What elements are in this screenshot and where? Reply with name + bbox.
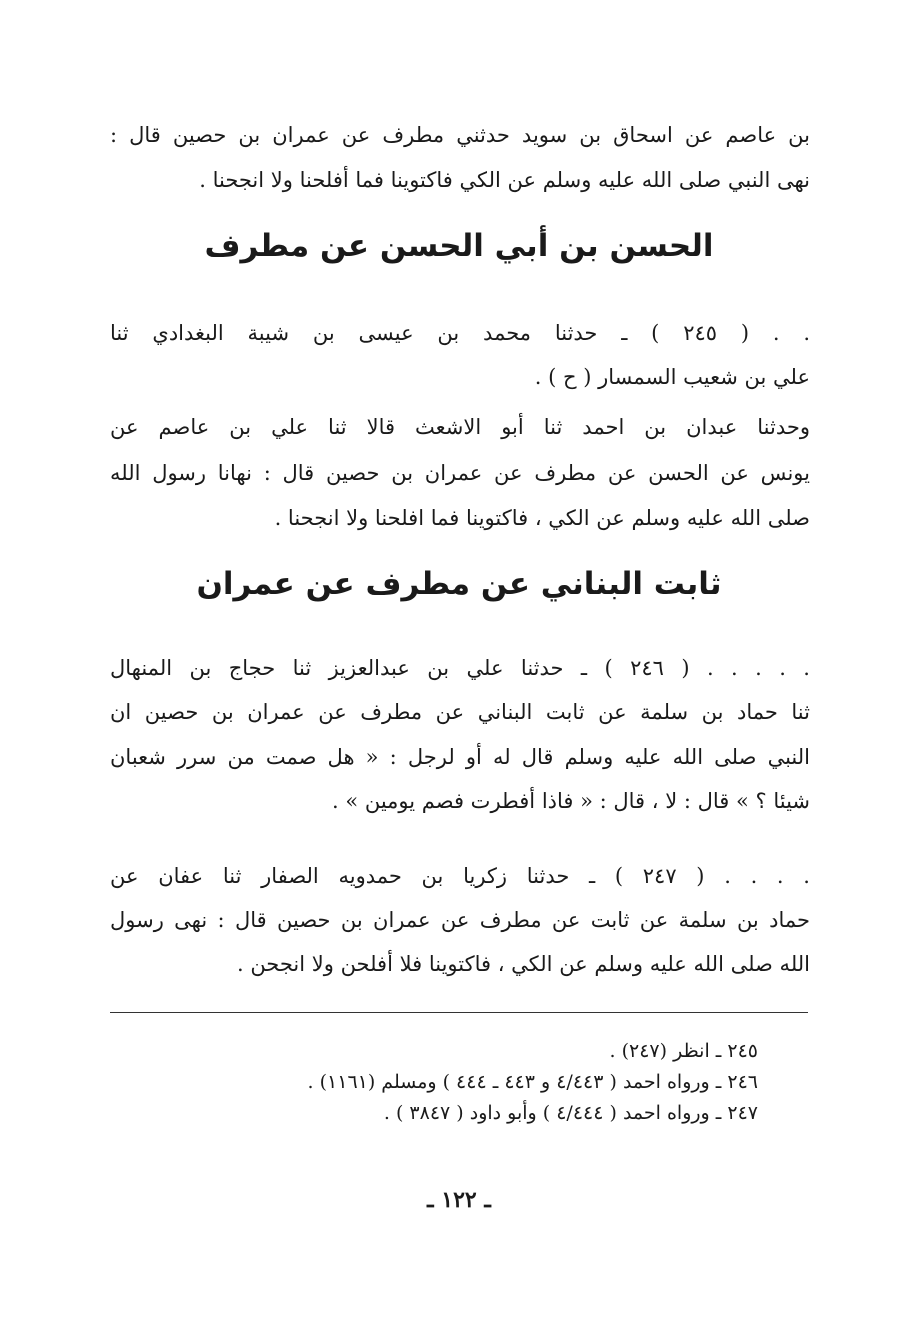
text-line: علي بن شعيب السمسار ( ح ) . xyxy=(534,365,810,389)
text-line: وحدثنا عبدان بن احمد ثنا أبو الاشعث قالا ثنا علي بن عاصم عن xyxy=(110,415,810,439)
text-line: شيئا ؟ » قال : لا ، قال : « فاذا أفطرت فصم يومين » . xyxy=(331,789,810,813)
text-line: . . . . . ( ٢٤٦ ) ـ حدثنا علي بن عبدالعزيز ثنا حجاج بن المنهال xyxy=(110,656,810,680)
text-line: نهى النبي صلى الله عليه وسلم عن الكي فاكتوينا فما أفلحنا ولا انجحنا . xyxy=(199,168,810,192)
footnote: ٢٤٧ ـ ورواه احمد ( ٤/٤٤٤ ) وأبو داود ( ٣٨٤٧ ) . xyxy=(383,1102,758,1124)
section-heading: ثابت البناني عن مطرف عن عمران xyxy=(196,566,722,602)
footnote-divider xyxy=(110,1012,808,1013)
footnote: ٢٤٥ ـ انظر (٢٤٧) . xyxy=(609,1040,758,1062)
text-line: ثنا حماد بن سلمة عن ثابت البناني عن مطرف عن عمران بن حصين ان xyxy=(110,700,810,724)
text-line: بن عاصم عن اسحاق بن سويد حدثني مطرف عن عمران بن حصين قال : xyxy=(110,123,810,147)
footnote: ٢٤٦ ـ ورواه احمد ( ٤/٤٤٣ و ٤٤٣ ـ ٤٤٤ ) ومسلم (١١٦١) . xyxy=(307,1071,758,1093)
text-line: الله صلى الله عليه وسلم عن الكي ، فاكتوينا فلا أفلحن ولا انجحن . xyxy=(236,952,810,976)
page-number: ـ ١٢٢ ـ xyxy=(427,1187,491,1213)
text-line: صلى الله عليه وسلم عن الكي ، فاكتوينا فما افلحنا ولا انجحنا . xyxy=(274,506,810,530)
text-line: حماد بن سلمة عن ثابت عن مطرف عن عمران بن حصين قال : نهى رسول xyxy=(110,908,810,932)
section-heading: الحسن بن أبي الحسن عن مطرف xyxy=(204,228,714,264)
text-line: النبي صلى الله عليه وسلم قال له أو لرجل : « هل صمت من سرر شعبان xyxy=(110,745,810,769)
text-line: يونس عن الحسن عن مطرف عن عمران بن حصين قال : نهانا رسول الله xyxy=(110,461,810,485)
text-line: . . . . ( ٢٤٧ ) ـ حدثنا زكريا بن حمدويه الصفار ثنا عفان عن xyxy=(110,864,810,888)
text-line: . . ( ٢٤٥ ) ـ حدثنا محمد بن عيسى بن شيبة البغدادي ثنا xyxy=(110,321,810,345)
